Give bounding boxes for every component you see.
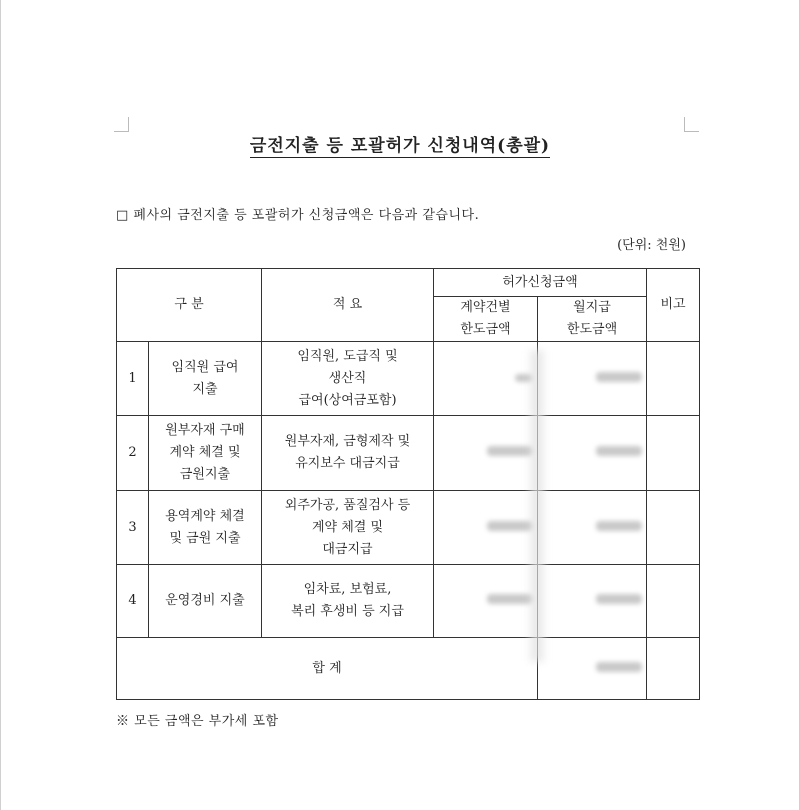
row-description: 원부자재, 금형제작 및 유지보수 대금지급 xyxy=(262,416,434,491)
row-number: 2 xyxy=(117,416,149,491)
row-description: 임직원, 도급직 및 생산직 급여(상여금포함) xyxy=(262,342,434,416)
footnote: ※ 모든 금액은 부가세 포함 xyxy=(116,714,279,729)
redaction-blur xyxy=(596,594,642,604)
row-category: 용역계약 체결 및 금원 지출 xyxy=(149,491,262,565)
row-number: 4 xyxy=(117,565,149,638)
margin-mark-top-right xyxy=(684,117,699,132)
header-row-1 xyxy=(117,269,700,297)
redaction-blur xyxy=(596,521,642,531)
row-contract-limit-redacted xyxy=(434,342,538,416)
row-remarks xyxy=(647,491,700,565)
row-description: 외주가공, 품질검사 등 계약 체결 및 대금지급 xyxy=(262,491,434,565)
unit-label: (단위: 천원) xyxy=(617,238,686,253)
page-edge-left xyxy=(0,0,1,810)
table-row xyxy=(117,565,700,638)
total-row xyxy=(117,638,700,700)
row-contract-limit-redacted xyxy=(434,491,538,565)
row-contract-limit-redacted xyxy=(434,416,538,491)
table-row xyxy=(117,342,700,416)
redaction-blur xyxy=(596,662,642,672)
document-title-text: 금전지출 등 포괄허가 신청내역(총괄) xyxy=(249,136,551,156)
total-amount-redacted xyxy=(538,638,647,700)
row-number: 3 xyxy=(117,491,149,565)
table-row xyxy=(117,416,700,491)
margin-mark-top-left xyxy=(114,117,129,132)
row-monthly-limit-redacted xyxy=(538,491,647,565)
header-remarks: 비고 xyxy=(647,269,700,342)
redaction-blur xyxy=(596,372,642,382)
redaction-blur xyxy=(487,594,533,604)
row-category: 임직원 급여 지출 xyxy=(149,342,262,416)
redaction-blur xyxy=(596,446,642,456)
application-table xyxy=(116,268,700,700)
row-monthly-limit-redacted xyxy=(538,416,647,491)
row-contract-limit-redacted xyxy=(434,565,538,638)
row-category: 원부자재 구매 계약 체결 및 금원지출 xyxy=(149,416,262,491)
row-monthly-limit-redacted xyxy=(538,342,647,416)
row-number: 1 xyxy=(117,342,149,416)
redaction-blur xyxy=(487,521,533,531)
row-remarks xyxy=(647,416,700,491)
table-row xyxy=(117,491,700,565)
redaction-streak xyxy=(530,350,544,662)
header-description: 적 요 xyxy=(262,269,434,342)
row-description: 임차료, 보험료, 복리 후생비 등 지급 xyxy=(262,565,434,638)
row-monthly-limit-redacted xyxy=(538,565,647,638)
header-amount-group: 허가신청금액 xyxy=(434,269,647,297)
intro-text: □ 폐사의 금전지출 등 포괄허가 신청금액은 다음과 같습니다. xyxy=(116,208,480,223)
document-title xyxy=(0,131,800,156)
row-remarks xyxy=(647,342,700,416)
header-category: 구 분 xyxy=(117,269,262,342)
row-remarks xyxy=(647,565,700,638)
total-label: 합 계 xyxy=(117,638,538,700)
row-category: 운영경비 지출 xyxy=(149,565,262,638)
header-monthly-limit: 월지급 한도금액 xyxy=(538,297,647,342)
redaction-blur xyxy=(487,446,533,456)
total-remarks xyxy=(647,638,700,700)
header-contract-limit: 계약건별 한도금액 xyxy=(434,297,538,342)
